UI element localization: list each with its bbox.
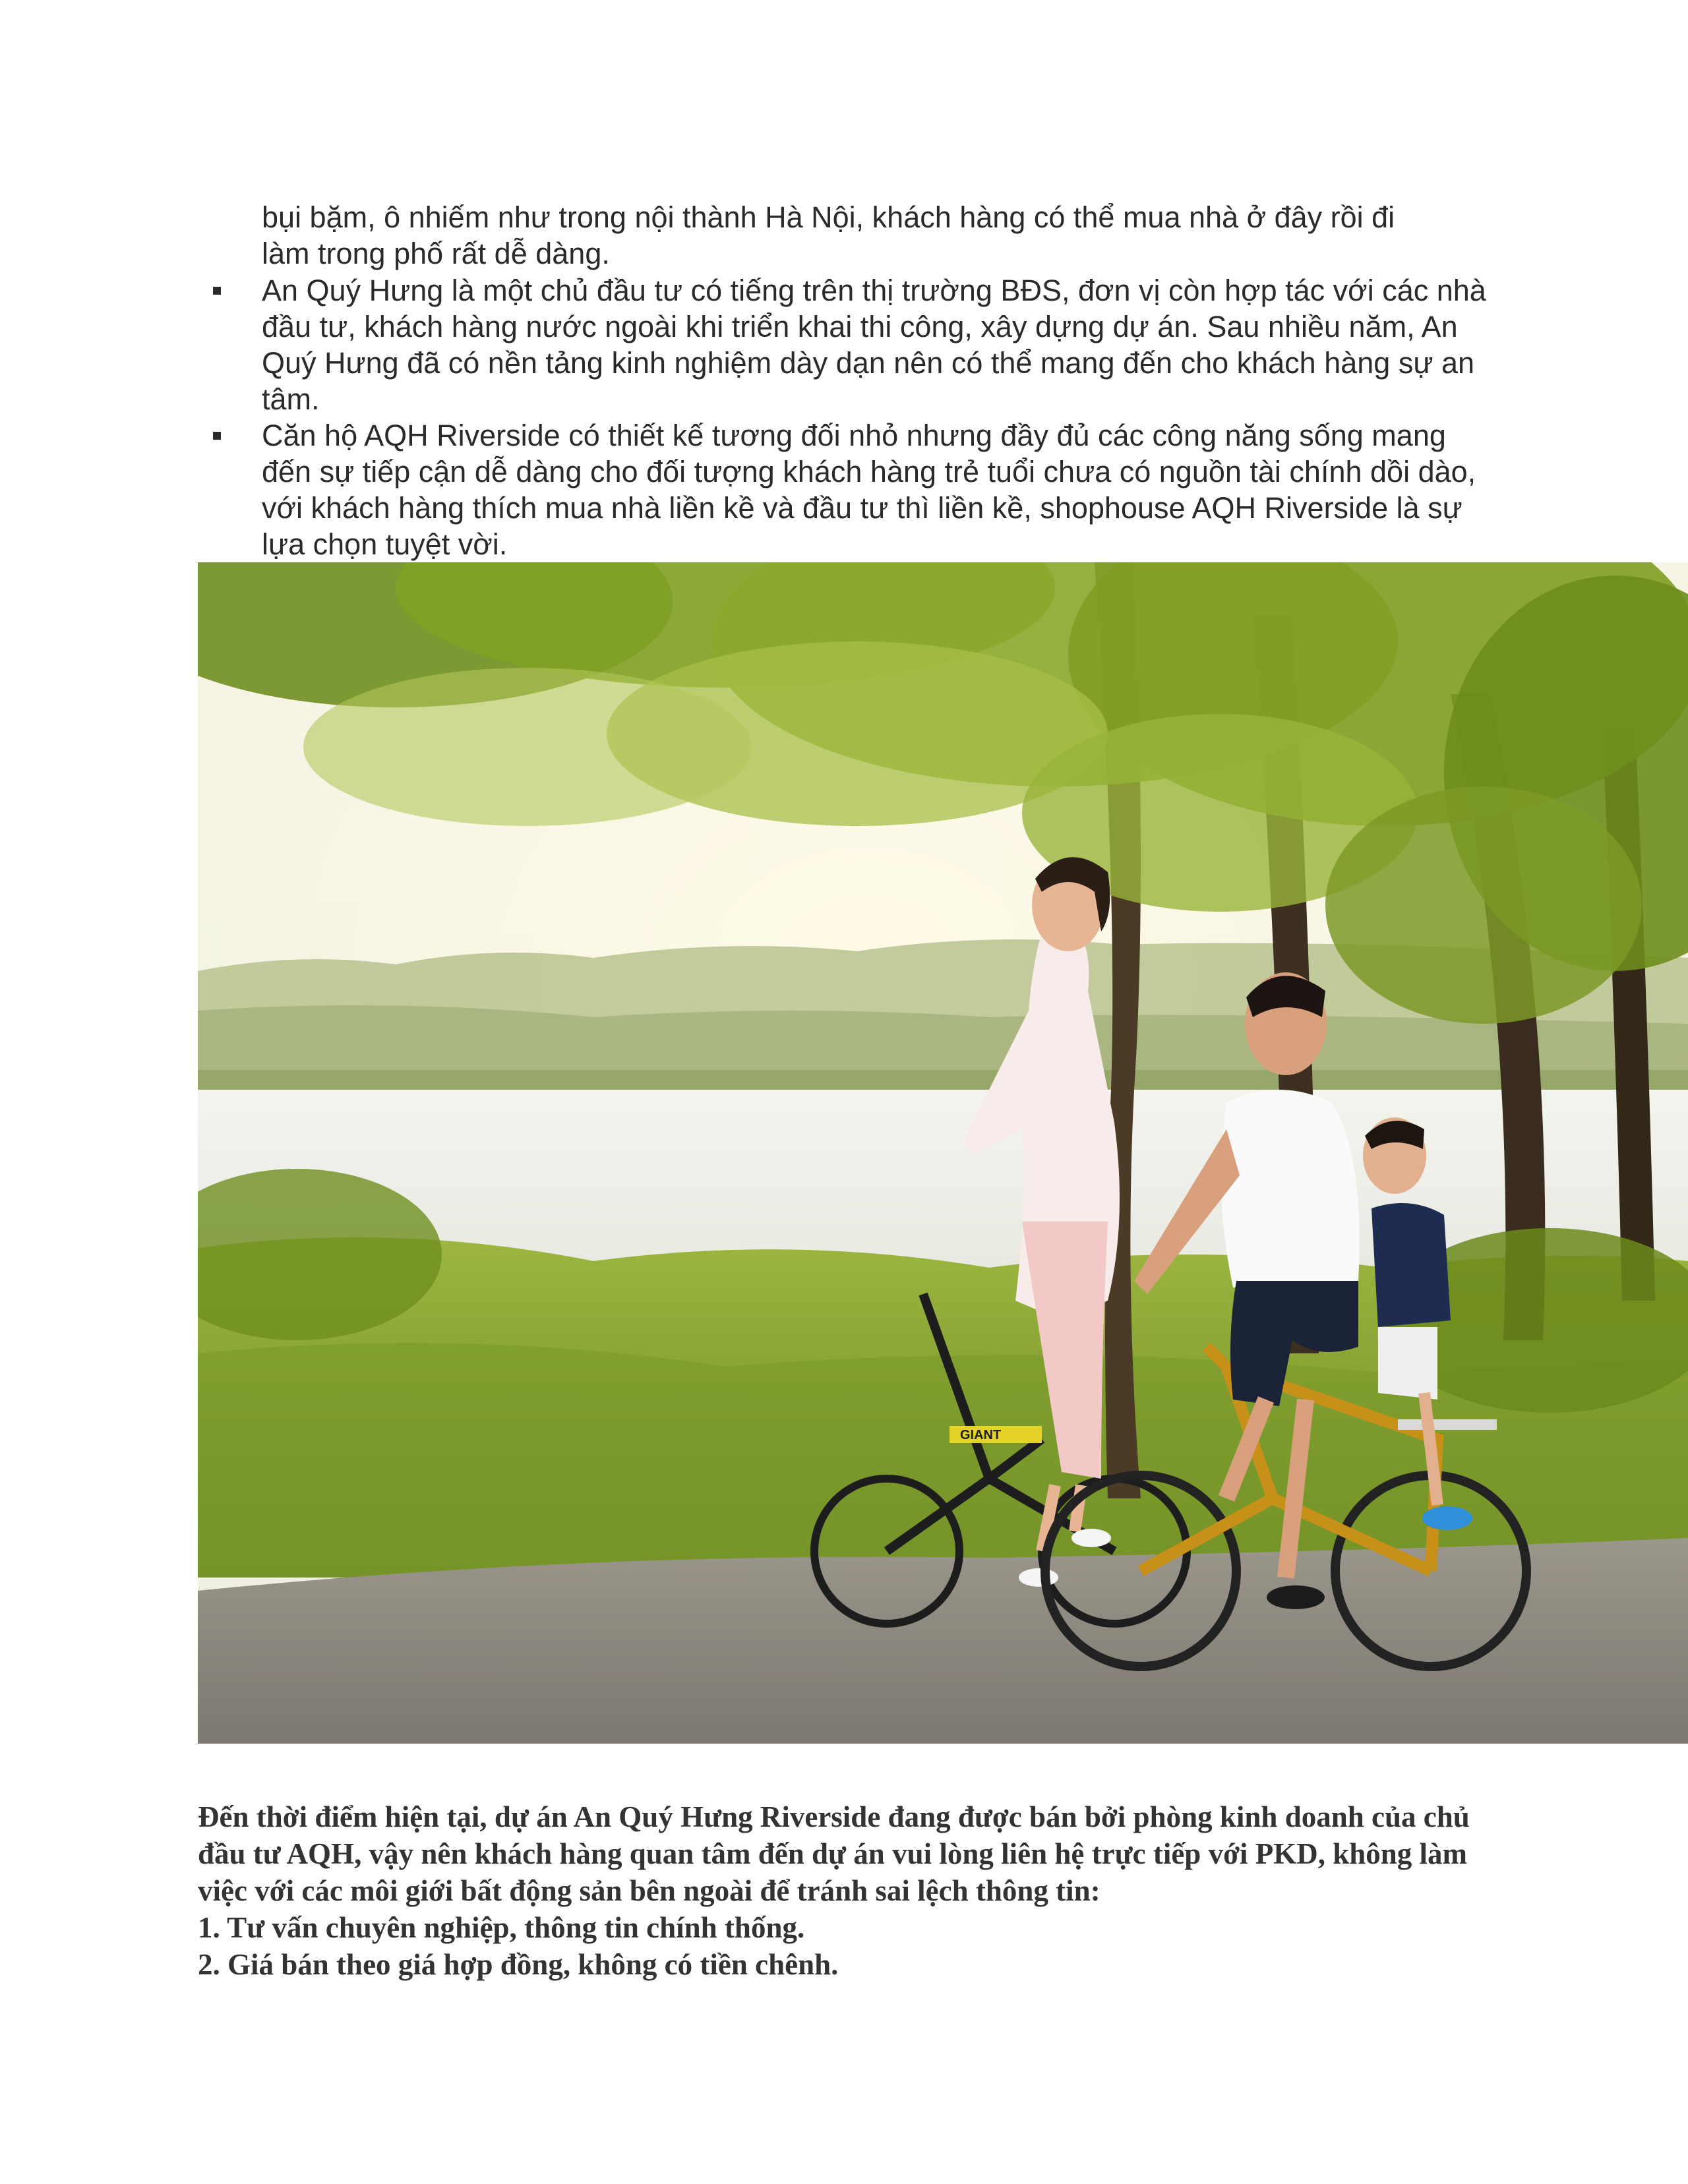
- closing-intro: Đến thời điểm hiện tại, dự án An Quý Hưng Riverside đang được bán bởi phòng kinh doanh của chủ đầu tư AQH, vậy nên khách hàng quan tâm đến dự án vui lòng liên hệ trực tiếp với PKD, không làm việc với các môi giới bất động sản bên ngoài để tránh sai lệch thông tin:: [198, 1800, 1470, 1907]
- bullet-item: [0, 417, 1688, 562]
- bike-brand-label: GIANT: [960, 1428, 1002, 1442]
- bullet-text: Căn hộ AQH Riverside có thiết kế tương đối nhỏ nhưng đầy đủ các công năng sống mang đến sự tiếp cận dễ dàng cho đối tượng khách hàng trẻ tuổi chưa có nguồn tài chính dồi dào, với khách hàng thích mua nhà liền kề và đầu tư thì liền kề, shophouse AQH Riverside là sự lựa chọn tuyệt vời.: [262, 419, 1476, 561]
- closing-section: [198, 1798, 1490, 1983]
- bullet-text: An Quý Hưng là một chủ đầu tư có tiếng trên thị trường BĐS, đơn vị còn hợp tác với các nhà đầu tư, khách hàng nước ngoài khi triển khai thi công, xây dựng dự án. Sau nhiều năm, An Quý Hưng đã có nền tảng kinh nghiệm dày dạn nên có thể mang đến cho khách hàng sự an tâm.: [262, 274, 1486, 416]
- square-bullet-icon: [213, 287, 221, 295]
- bullet-list: [0, 272, 1688, 562]
- family-cycling-photo: [198, 562, 1688, 1744]
- bullet-item: [0, 272, 1688, 417]
- square-bullet-icon: [213, 432, 221, 440]
- continuation-line-1: bụi bặm, ô nhiếm như trong nội thành Hà Nội, khách hàng có thể mua nhà ở đây rồi đi: [262, 200, 1395, 234]
- closing-point-2: 2. Giá bán theo giá hợp đồng, không có tiền chênh.: [198, 1948, 839, 1981]
- closing-point-1: 1. Tư vấn chuyên nghiệp, thông tin chính thống.: [198, 1911, 805, 1944]
- continuation-line-2: làm trong phố rất dễ dàng.: [262, 237, 610, 270]
